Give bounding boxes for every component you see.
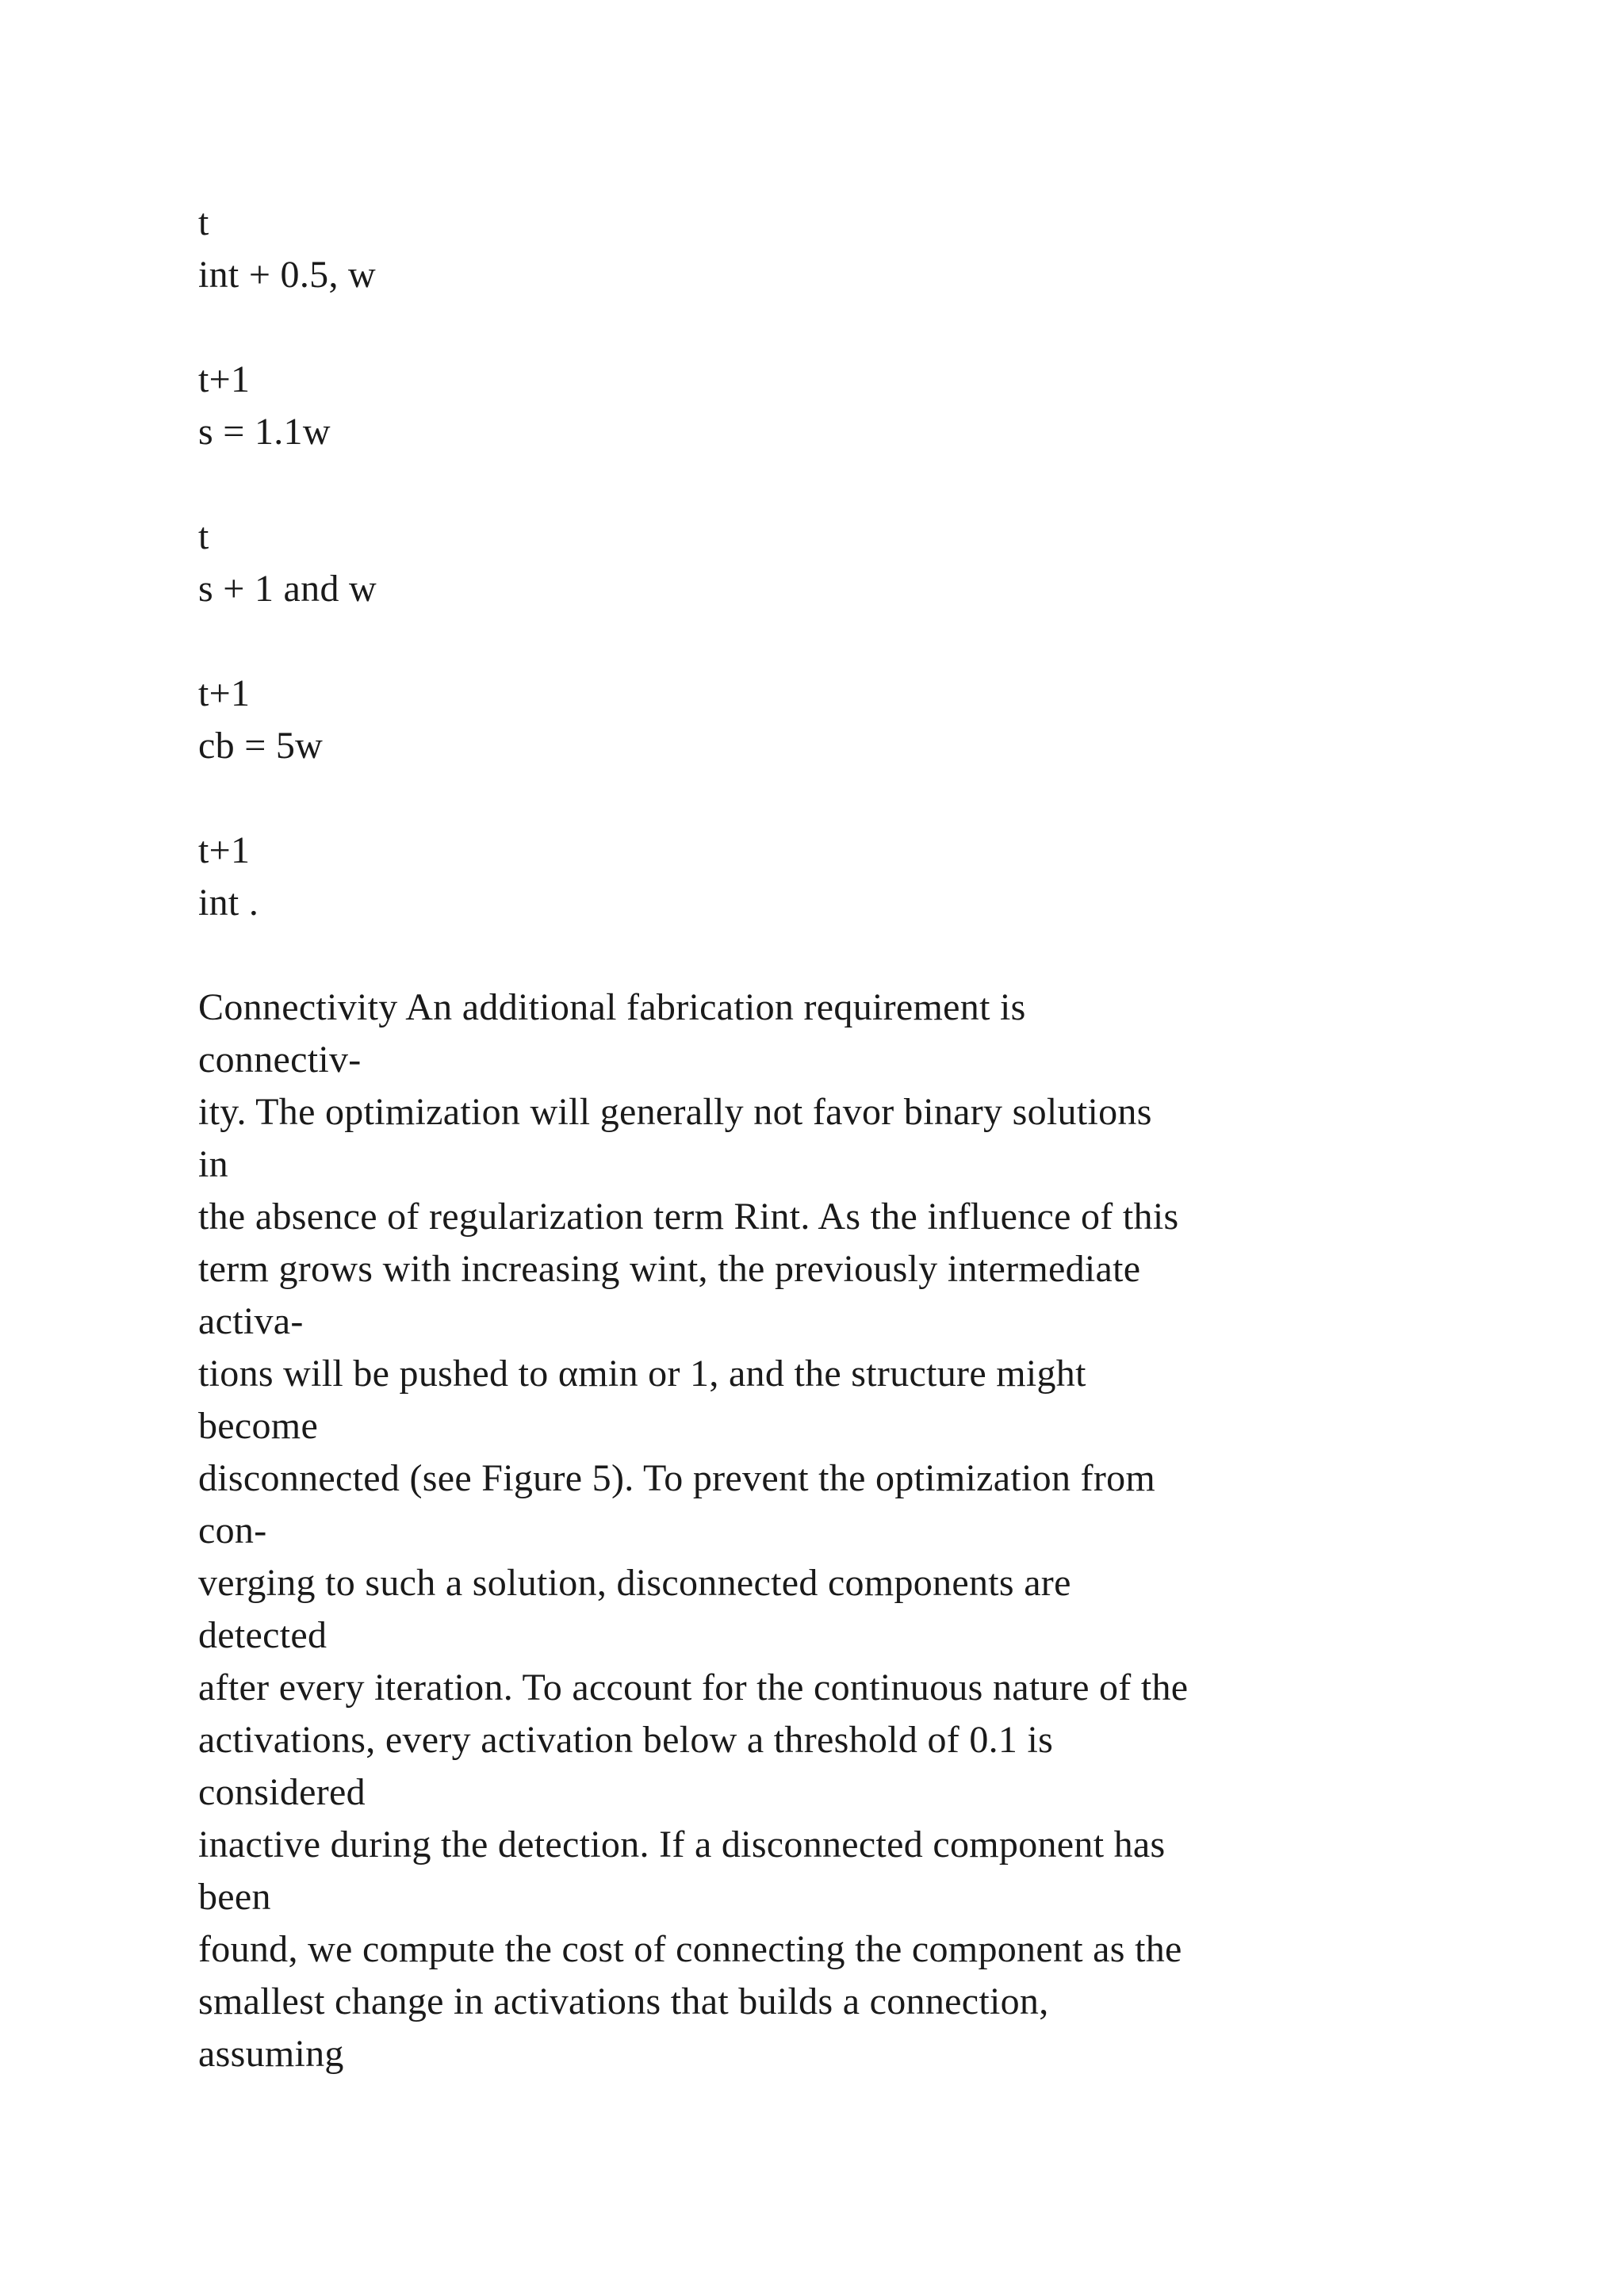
- text-line: t: [198, 201, 209, 243]
- blank-line: [198, 772, 1507, 825]
- paragraph-line: term grows with increasing wint, the previously intermediate: [198, 1248, 1141, 1290]
- blank-line: [198, 301, 1507, 354]
- paragraph-line: smallest change in activations that builds a connection,: [198, 1980, 1049, 2022]
- paragraph-line: con-: [198, 1510, 267, 1552]
- paragraph-line: activa-: [198, 1300, 304, 1342]
- paragraph-line: activations, every activation below a threshold of 0.1 is: [198, 1719, 1054, 1761]
- paragraph-line: detected: [198, 1614, 327, 1656]
- paragraph-line: Connectivity An additional fabrication requirement is: [198, 986, 1026, 1028]
- text-line: s + 1 and w: [198, 568, 377, 610]
- text-line: cb = 5w: [198, 725, 324, 767]
- paragraph-line: in: [198, 1143, 228, 1185]
- blank-line: [198, 615, 1507, 668]
- text-line: int .: [198, 882, 259, 924]
- text-line: t: [198, 515, 209, 557]
- text-line: s = 1.1w: [198, 411, 331, 453]
- blank-line: [198, 458, 1507, 511]
- paragraph-line: verging to such a solution, disconnected components are: [198, 1562, 1071, 1604]
- paragraph-line: found, we compute the cost of connecting the component as the: [198, 1928, 1182, 1970]
- text-line: t+1: [198, 358, 251, 400]
- paragraph-line: been: [198, 1876, 271, 1918]
- paragraph-line: the absence of regularization term Rint. As the influence of this: [198, 1196, 1179, 1238]
- paragraph-line: assuming: [198, 2033, 344, 2075]
- text-line: t+1: [198, 829, 251, 871]
- paragraph-line: inactive during the detection. If a disconnected component has: [198, 1823, 1166, 1866]
- paragraph-line: connectiv-: [198, 1039, 362, 1081]
- text-line: int + 0.5, w: [198, 254, 377, 296]
- paragraph-line: disconnected (see Figure 5). To prevent the optimization from: [198, 1457, 1156, 1499]
- paragraph-line: after every iteration. To account for the continuous nature of the: [198, 1667, 1189, 1709]
- paragraph-line: ity. The optimization will generally not favor binary solutions: [198, 1091, 1152, 1133]
- body-text: [198, 197, 1507, 2080]
- paragraph-line: tions will be pushed to αmin or 1, and the structure might: [198, 1353, 1086, 1395]
- paragraph-line: become: [198, 1405, 319, 1447]
- text-line: t+1: [198, 672, 251, 714]
- blank-line: [198, 929, 1507, 982]
- paragraph-line: considered: [198, 1771, 366, 1813]
